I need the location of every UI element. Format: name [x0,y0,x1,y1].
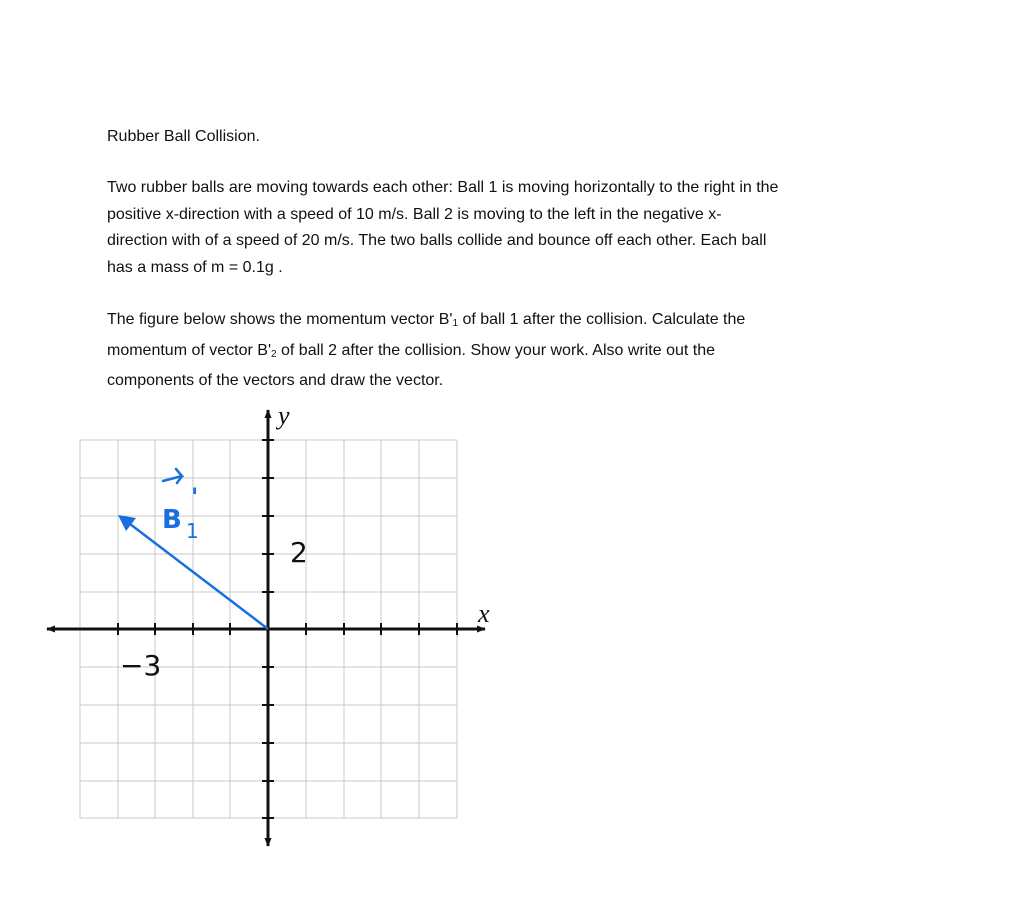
intro-line-4: has a mass of m = 0.1g . [107,258,283,276]
vector-label-prime: ' [191,483,199,511]
vector-shaft [130,524,268,629]
question-line-1: The figure below shows the momentum vector $B'_1$ of ball 1 after the collision. Calculate the [107,311,746,329]
y-axis-label: y [278,401,290,430]
x-component-annotation: −3 [120,649,162,682]
document-title: Rubber Ball Collision. [107,128,260,145]
vector-label-letter: B [162,505,182,535]
intro-line-3: direction with of a speed of 20 m/s. The two balls collide and bounce off each other. Each ball [107,232,767,249]
intro-line-2: positive x-direction with a speed of 10 m/s. Ball 2 is moving to the left in the negative x- [107,205,722,223]
intro-line-1: Two rubber balls are moving towards each other: Ball 1 is moving horizontally to the right in the [107,179,779,196]
x-axis-label: x [478,599,490,628]
y-component-annotation: 2 [290,536,308,569]
question-line-2: momentum of vector $B'_2$ of ball 2 after the collision. Show your work. Also write out the [107,341,715,360]
question-line-3: components of the vectors and draw the vector. [107,372,444,389]
vector-arrowhead [118,515,136,531]
vector-label-subscript: 1 [186,519,199,543]
vector-arrow-mark-icon [163,469,182,483]
